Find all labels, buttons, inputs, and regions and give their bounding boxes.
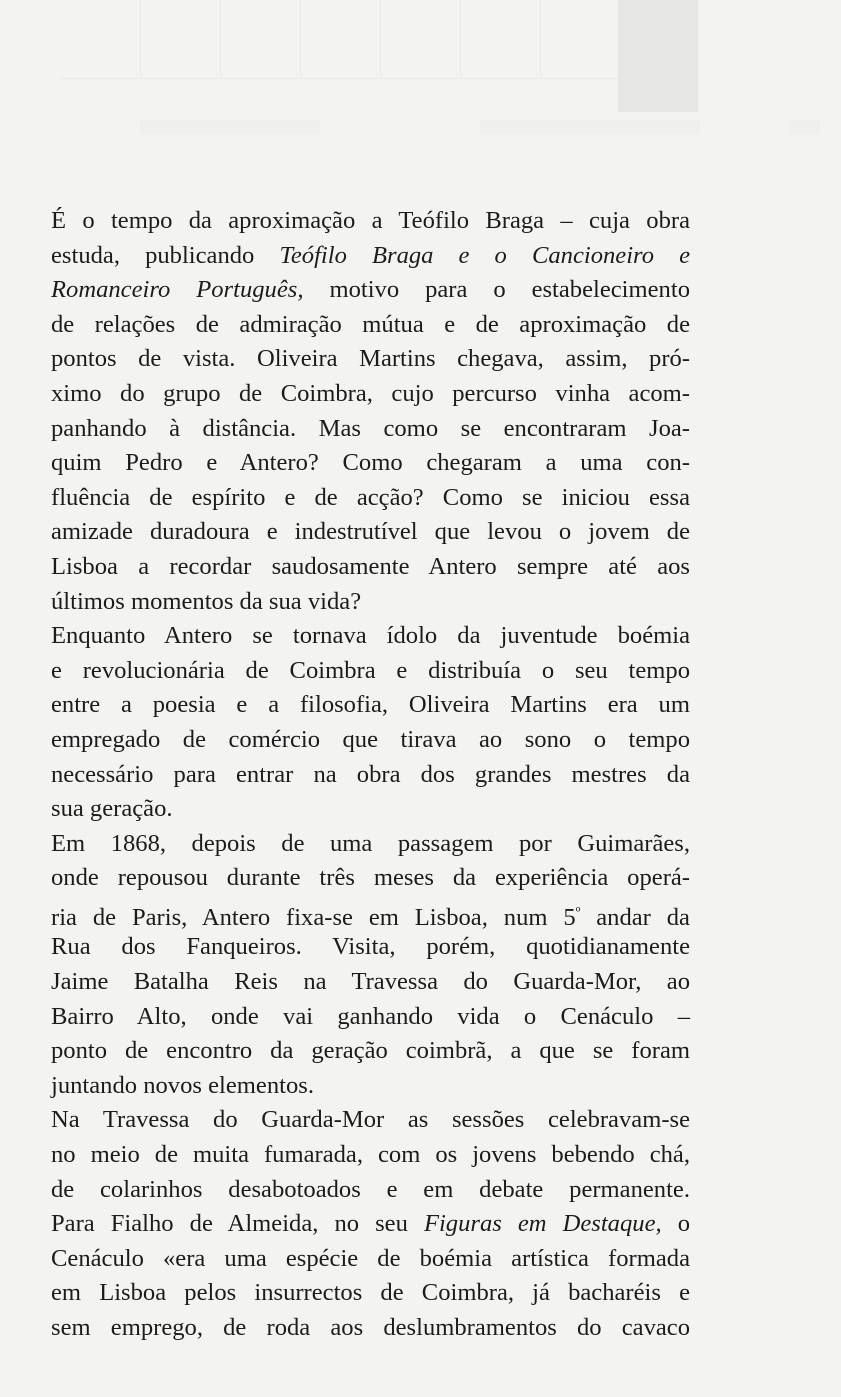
text-line	[51, 412, 690, 447]
text-segment: panhando à distância. Mas como se encontraram Joa-	[51, 414, 690, 442]
faint-table-divider	[220, 0, 221, 78]
faint-table-divider	[140, 0, 141, 78]
text-line	[51, 965, 690, 1000]
faint-table-divider	[540, 0, 541, 78]
faint-table-outline	[60, 0, 700, 79]
text-line	[51, 654, 690, 689]
text-line	[51, 1207, 690, 1242]
italic-title-text: Figuras em Destaque,	[423, 1210, 662, 1238]
text-segment: ximo do grupo de Coimbra, cujo percurso vinha acom-	[51, 379, 690, 407]
text-line	[51, 1069, 690, 1104]
text-line	[51, 861, 690, 896]
text-line	[51, 1138, 690, 1173]
text-line	[51, 342, 690, 377]
text-segment: entre a poesia e a filosofia, Oliveira Martins era um	[51, 691, 690, 719]
text-segment: necessário para entrar na obra dos grandes mestres da	[51, 760, 690, 788]
faint-page-number	[790, 120, 820, 134]
text-segment: sem emprego, de roda aos deslumbramentos do cavaco	[51, 1314, 690, 1341]
text-segment: estuda, publicando	[51, 241, 280, 269]
text-segment: Para Fialho de Almeida, no seu	[51, 1210, 424, 1238]
text-segment: andar da	[580, 903, 690, 931]
text-segment: pontos de vista. Oliveira Martins chegava, assim, pró-	[51, 345, 690, 373]
text-line	[51, 550, 690, 585]
text-segment: ponto de encontro da geração coimbrã, a que se foram	[51, 1037, 690, 1065]
text-segment: Enquanto Antero se tornava ídolo da juventude boémia	[51, 622, 690, 650]
text-line	[51, 1276, 690, 1311]
text-line	[51, 515, 690, 550]
text-line	[51, 758, 690, 793]
text-line	[51, 308, 690, 343]
text-segment: Jaime Batalha Reis na Travessa do Guarda-Mor, ao	[51, 968, 690, 996]
text-line	[51, 481, 690, 516]
text-line	[51, 377, 690, 412]
text-segment: juntando novos elementos.	[51, 1071, 314, 1099]
text-line	[51, 792, 690, 827]
text-segment: o	[661, 1210, 690, 1238]
text-line	[51, 273, 690, 308]
faint-table-divider	[460, 0, 461, 78]
text-segment: Rua dos Fanqueiros. Visita, porém, quotidianamente	[51, 933, 690, 961]
text-segment: no meio de muita fumarada, com os jovens bebendo chá,	[51, 1141, 690, 1169]
show-through-previous-page	[0, 0, 841, 150]
text-segment: empregado de comércio que tirava ao sono o tempo	[51, 725, 690, 753]
text-line	[51, 1103, 690, 1138]
italic-title-text: Romanceiro Português,	[51, 276, 304, 304]
text-line	[51, 619, 690, 654]
body-text	[51, 204, 690, 1346]
text-segment: Em 1868, depois de uma passagem por Guimarães,	[51, 829, 690, 857]
faint-table-divider	[300, 0, 301, 78]
text-segment: Lisboa a recordar saudosamente Antero sempre até aos	[51, 552, 690, 580]
text-line	[51, 446, 690, 481]
text-segment: ria de Paris, Antero fixa-se em Lisboa, num 5	[51, 903, 576, 931]
text-segment: É o tempo da aproximação a Teófilo Braga – cuja obra	[51, 207, 690, 234]
italic-title-text: Teófilo Braga e o Cancioneiro e	[279, 241, 691, 269]
text-segment: amizade duradoura e indestrutível que levou o jovem de	[51, 518, 690, 546]
text-segment: sua geração.	[51, 795, 173, 823]
text-segment: últimos momentos da sua vida?	[51, 587, 362, 615]
faint-shaded-cell	[618, 0, 698, 112]
text-line	[51, 1000, 690, 1035]
text-segment: Na Travessa do Guarda-Mor as sessões celebravam-se	[51, 1106, 690, 1134]
text-segment: em Lisboa pelos insurrectos de Coimbra, já bacharéis e	[51, 1279, 690, 1307]
text-line	[51, 1242, 690, 1277]
text-segment: fluência de espírito e de acção? Como se iniciou essa	[51, 483, 690, 511]
text-segment: de colarinhos desabotoados e em debate permanente.	[51, 1175, 690, 1203]
text-segment: quim Pedro e Antero? Como chegaram a uma con-	[51, 449, 690, 477]
ordinal-indicator: º	[575, 904, 581, 921]
faint-table-divider	[380, 0, 381, 78]
text-segment: de relações de admiração mútua e de aproximação de	[51, 310, 690, 338]
text-line	[51, 585, 690, 620]
text-line	[51, 204, 690, 239]
text-line	[51, 1311, 690, 1346]
faint-running-header	[480, 120, 700, 134]
text-segment: onde repousou durante três meses da experiência operá-	[51, 864, 690, 892]
text-line	[51, 723, 690, 758]
text-line	[51, 930, 690, 965]
text-line	[51, 827, 690, 862]
text-segment: motivo para o estabelecimento	[303, 276, 690, 304]
faint-running-header	[140, 120, 320, 134]
text-line	[51, 896, 690, 931]
text-segment: e revolucionária de Coimbra e distribuía o seu tempo	[51, 656, 690, 684]
text-segment: Cenáculo «era uma espécie de boémia artística formada	[51, 1244, 690, 1272]
text-segment: Bairro Alto, onde vai ganhando vida o Cenáculo –	[51, 1002, 690, 1030]
text-line	[51, 239, 690, 274]
text-line	[51, 688, 690, 723]
text-line	[51, 1173, 690, 1208]
text-line	[51, 1034, 690, 1069]
